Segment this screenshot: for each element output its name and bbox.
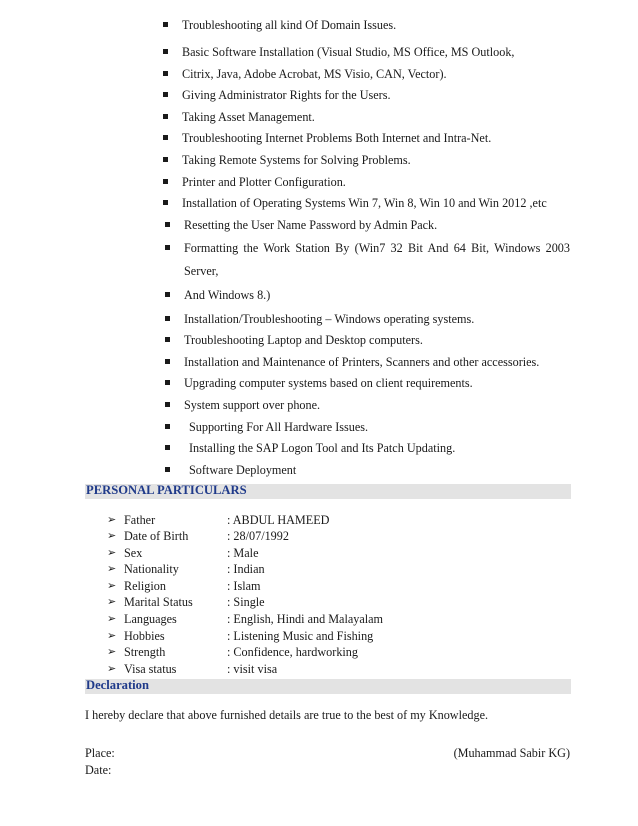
arrow-bullet-icon: ➢ <box>107 562 117 575</box>
square-bullet-icon <box>165 467 170 472</box>
declaration-heading: Declaration <box>85 679 571 694</box>
square-bullet-icon <box>165 359 170 364</box>
square-bullet-icon <box>165 402 170 407</box>
square-bullet-icon <box>163 157 168 162</box>
square-bullet-icon <box>163 49 168 54</box>
square-bullet-icon <box>165 424 170 429</box>
arrow-bullet-icon: ➢ <box>107 595 117 608</box>
square-bullet-icon <box>165 245 170 250</box>
square-bullet-icon <box>165 292 170 297</box>
date-label: Date: <box>85 763 112 777</box>
arrow-bullet-icon: ➢ <box>107 529 117 542</box>
declaration-text: I hereby declare that above furnished details are true to the best of my Knowledge. <box>85 708 489 722</box>
arrow-bullet-icon: ➢ <box>107 629 117 642</box>
square-bullet-icon <box>165 445 170 450</box>
square-bullet-icon <box>163 179 168 184</box>
square-bullet-icon <box>165 337 170 342</box>
arrow-bullet-icon: ➢ <box>107 645 117 658</box>
square-bullet-icon <box>163 200 168 205</box>
personal-particulars-heading: PERSONAL PARTICULARS <box>85 484 571 499</box>
arrow-bullet-icon: ➢ <box>107 662 117 675</box>
arrow-bullet-icon: ➢ <box>107 546 117 559</box>
square-bullet-icon <box>165 222 170 227</box>
place-label: Place: <box>85 746 115 760</box>
square-bullet-icon <box>165 316 170 321</box>
arrow-bullet-icon: ➢ <box>107 612 117 625</box>
arrow-bullet-icon: ➢ <box>107 513 117 526</box>
square-bullet-icon <box>163 114 168 119</box>
arrow-bullet-icon: ➢ <box>107 579 117 592</box>
square-bullet-icon <box>163 71 168 76</box>
square-bullet-icon <box>163 22 168 27</box>
square-bullet-icon <box>163 92 168 97</box>
square-bullet-icon <box>165 380 170 385</box>
square-bullet-icon <box>163 135 168 140</box>
signature-name: (Muhammad Sabir KG) <box>453 746 570 760</box>
